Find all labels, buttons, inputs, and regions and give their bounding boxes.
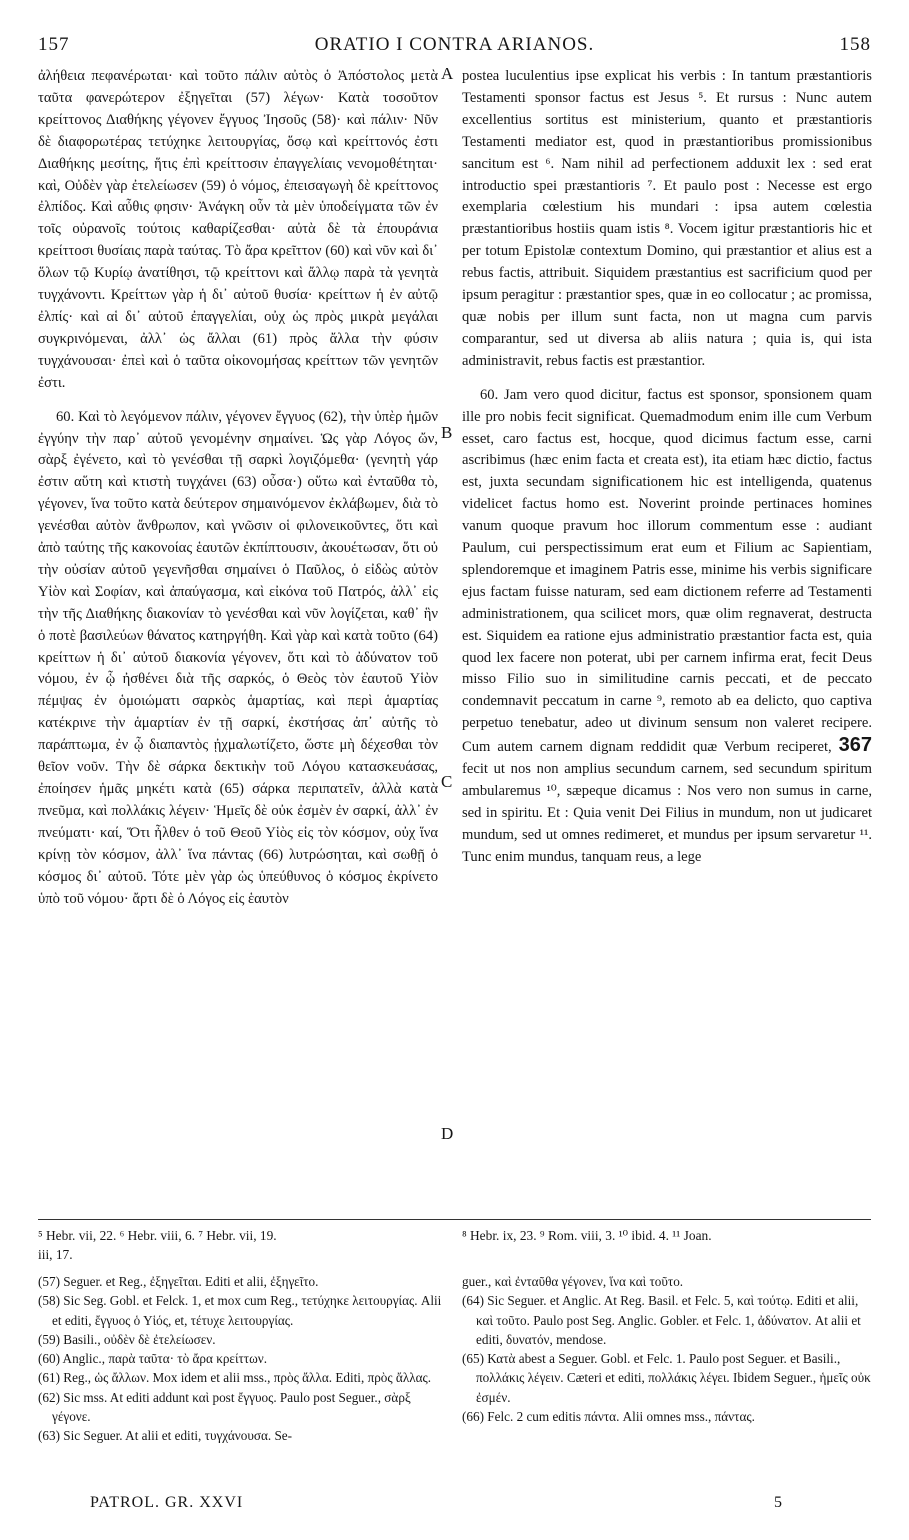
footer-series: PATROL. GR. XXVI (90, 1494, 244, 1511)
critical-note: (63) Sic Seguer. At alii et editi, τυγχάνουσα. Se- (38, 1428, 293, 1444)
footnote-divider (38, 1219, 871, 1220)
critical-note: (58) Sic Seg. Gobl. et Felck. 1, et mox cum Reg., τετύχηκε λειτουργίας. Alii et editi, ἔγγυος ὁ Υἱός, et, τέτυχε λειτουργίας. (38, 1293, 442, 1328)
scripture-references-right: ⁸ Hebr. ix, 23. ⁹ Rom. viii, 3. ¹⁰ ibid. 4. ¹¹ Joan. (462, 1228, 712, 1243)
greek-column (38, 66, 438, 922)
scripture-references-left (38, 1226, 446, 1264)
critical-note: (64) Sic Seguer. et Anglic. At Reg. Basil. et Felc. 5, καὶ τούτῳ. Editi et alii, καὶ τοῦτο. Paulo post Seg. Anglic. Gobler. et Felc. 1, ἀδύνατον. At alii et editi, δυνατόν, mendose. (462, 1293, 861, 1347)
margin-letter-c: C (441, 772, 453, 791)
page-number-left: 157 (38, 34, 70, 55)
greek-paragraph-2: 60. Καὶ τὸ λεγόμενον πάλιν, γέγονεν ἔγγυος (62), τὴν ὑπὲρ ἡμῶν ἐγγύην τὴν παρ᾽ αὐτοῦ γενομένην σημαίνει. Ὡς γὰρ Λόγος ὤν, σὰρξ ἐγένετο, καὶ τὸ γενέσθαι τῇ σαρκὶ λογιζόμεθα· (γενητὴ γάρ ἐστιν αὕτη καὶ κτιστὴ τυγχάνει (63) οὖσα·) οὕτω καὶ ἐνταῦθα τὸ, γέγονεν, ἵνα τοῦτο κατὰ δεύτερον σημαινόμενον ἐκλάβωμεν, διὰ τὸ γενέσθαι αὐτὸν ἄνθρωπον, καὶ γνῶσιν οἱ φιλονεικοῦντες, ὅτι καὶ ἀπὸ ταύτης τῆς κακονοίας ἑαυτῶν ἐκπίπτουσιν, ἀκουέτωσαν, ὅτι οὐ τὴν οὐσίαν αὐτοῦ γεγενῆσθαι σημαίνει ὁ Παῦλος, ὁ εἰδὼς αὐτὸν Υἱὸν καὶ Σοφίαν, καὶ ἀπαύγασμα, καὶ εἰκόνα τοῦ Πατρός, ἀλλ᾽ εἰς τὴν τῆς Διαθήκης διακονίαν τὸ γενέσθαι καὶ νῦν λογίζεται, καθ᾽ ἣν ὁ ποτὲ βασιλεύων θάνατος κατηργήθη. Καὶ γὰρ καὶ κατὰ τοῦτο (64) κρείττων ἡ δι᾽ αὐτοῦ διακονία γέγονεν, ὅτι καὶ τὸ ἀδύνατον τοῦ νόμου, ἐν ᾧ ἠσθένει διὰ τῆς σαρκός, ὁ Θεὸς τὸν ἑαυτοῦ Υἱὸν πέμψας ἐν ὁμοιώματι σαρκὸς ἁμαρτίας, καὶ περὶ ἁμαρτίας κατέκρινε τὴν ἁμαρτίαν ἐν τῇ σαρκί, ἐκστήσας ἀπ᾽ αὐτῆς τὸ παράπτωμα, ἐν ᾧ διαπαντὸς ᾐχμαλωτίζετο, ὥστε μὴ δέχεσθαι τὸν θεῖον νοῦν. Τὴν δὲ σάρκα δεκτικὴν τοῦ Λόγου κατασκευάσας, ἐποίησεν ἡμᾶς μηκέτι κατὰ (65) σάρκα περιπατεῖν, ἀλλὰ κατὰ πνεῦμα, καὶ πολλάκις λέγειν· Ἡμεῖς δὲ οὐκ ἐσμὲν ἐν σαρκί, ἀλλ᾽ ἐν πνεύματι· καί, Ὅτι ἦλθεν ὁ τοῦ Θεοῦ Υἱὸς εἰς τὸν κόσμον, οὐχ ἵνα κρίνῃ τὸν κόσμον, ἀλλ᾽ ἵνα πάντας (66) λυτρώσηται, καὶ σωθῇ ὁ κόσμος δι᾽ αὐτοῦ. Τότε μὲν γὰρ ὡς ὑπεύθυνος ὁ κόσμος ἐκρίνετο ὑπὸ τοῦ νόμου· ἄρτι δὲ ὁ Λόγος εἰς ἑαυτὸν (38, 408, 438, 907)
critical-note: (60) Anglic., παρὰ ταῦτα· τὸ ἄρα κρείττων. (38, 1351, 268, 1367)
scripture-ref-line-continued: iii, 17. (38, 1247, 73, 1262)
latin-paragraph-2 (462, 385, 872, 869)
critical-notes-left (38, 1272, 442, 1446)
critical-notes-right (462, 1272, 872, 1426)
scripture-ref-line: ⁵ Hebr. vii, 22. ⁶ Hebr. viii, 6. ⁷ Hebr. vii, 19. (38, 1228, 277, 1243)
running-head: ORATIO I CONTRA ARIANOS. (314, 34, 595, 55)
critical-note: (61) Reg., ὡς ἄλλων. Mox idem et alii mss., πρὸς ἄλλα. Editi, πρὸς ἄλλας. (38, 1370, 432, 1386)
footer-signature: 5 (774, 1494, 783, 1511)
critical-note: (57) Seguer. et Reg., ἐξηγεῖται. Editi et alii, ἐξηγεῖτο. (38, 1274, 319, 1289)
latin-paragraph-2-continuation: fecit ut nos non amplius secundum carnem, sed secundum spiritum ambularemus ¹⁰, sæpeque dicamus : Nos vero non sumus in carne, sed in spiritu. Et : Quia venit Dei Filius in mundum, non ut judicaret mundum, sed ut omnes redimeret, et mundus per ipsum servaretur ¹¹. Tunc enim mundus, tanquam reus, a lege (462, 761, 872, 865)
margin-letter-d: D (441, 1124, 454, 1143)
page-number-right: 158 (839, 34, 871, 55)
critical-note: (62) Sic mss. At editi addunt καὶ post ἔγγυος. Paulo post Seguer., σὰρξ γέγονε. (38, 1389, 411, 1425)
critical-note: guer., καὶ ἐνταῦθα γέγονεν, ἵνα καὶ τοῦτο. (462, 1274, 684, 1289)
critical-note: (59) Basili., οὐδὲν δὲ ἐτελείωσεν. (38, 1331, 216, 1347)
latin-paragraph-2-text: 60. Jam vero quod dicitur, factus est sponsor, sponsionem quam ille pro nobis fecit significat. Quemadmodum enim ille cum Verbum esset, caro factus est, hocque, quod dicimus factum esse, carni ascribimus (hæc enim facta et creata est), ita etiam hæc dictio, factus est, juxta secundam significationem hic est intelligenda, quatenus videlicet factus homo est. Noverint proinde pertinaces homines vanum quoque pravum hoc illorum commentum esse : audiant Paulum, cui perspectissimum erat eum et Filium ac Sapientiam, splendoremque et imaginem Patris esse, minime his verbis significare ejus factam fuisse naturam, sed eam dictionem referre ad Testamenti administrationem, qua scilicet mors, quæ olim regnaverat, destructa est. Siquidem ea ratione ejus administratio præstantior facta est, quia quod lex facere non poterat, ubi per carnem infirma erat, fecit Deus misso Filio suo in similitudine carnis peccati, et de peccato condemnavit peccatum in carne ⁹, remoto ab ea delicto, quo captiva perpetuo tenebatur, adeo ut divinum sensum non valeret recipere. Cum autem carnem dignam reddidit quæ Verbum reciperet, (462, 386, 872, 756)
margin-letter-b: B (441, 423, 453, 442)
column-number: 367 (838, 734, 873, 757)
latin-column (462, 66, 872, 881)
critical-note: (65) Κατὰ abest a Seguer. Gobl. et Felc. 1. Paulo post Seguer. et Basili., πολλάκις λέγειν. Cæteri et editi, πολλάκις λέγει. Ibidem Seguer., ἡμεῖς οὐκ ἐσμέν. (462, 1351, 871, 1405)
margin-letter-a: A (441, 64, 454, 83)
latin-paragraph-1: postea luculentius ipse explicat his verbis : In tantum præstantioris Testamenti sponsor factus est Jesus ⁵. Et rursus : Nunc autem excellentius sortitus est ministerium, quanto et præstantioris Testamenti mediator est, quod in præstantioribus promissionibus sancitum est ⁶. Nam nihil ad perfectionem adduxit lex : sed erat introductio spei præstantioris ⁷. Et paulo post : Necesse est ergo exemplaria cœlestium his mundari : ipsa autem cœlestia præstantioribus hostiis quam istis ⁸. Vocem igitur præstantioris hic et per totum Epistolæ contextum Domino, qui præstantior et alius est a rebus factis, attribuit. Siquidem præstantius est sacrificium quod per ipsum peragitur : præstantior spes, quæ in eo collocatur ; ac promissa, quæ nobis per illum sunt facta, non ut magna cum parvis comparantur, sed ut diversa ab aliis natura ; quia is, qui ista administravit, rebus factis est præstantior. (462, 68, 872, 369)
critical-note: (66) Felc. 2 cum editis πάντα. Alii omnes mss., πάντας. (462, 1409, 755, 1425)
page-header (38, 34, 871, 60)
greek-paragraph-1: ἀλήθεια πεφανέρωται· καὶ τοῦτο πάλιν αὐτὸς ὁ Ἀπόστολος μετὰ ταῦτα φανερώτερον ἐξηγεῖται (57) λέγων· Κατὰ τοσοῦτον κρείττονος Διαθήκης γέγονεν ἔγγυος Ἰησοῦς (58)· καὶ πάλιν· Νῦν δὲ διαφορωτέρας τετύχηκε λειτουργίας, ὅσῳ καὶ κρείττονός ἐστι Διαθήκης μεσίτης, ἥτις ἐπὶ κρείττοσιν ἐπαγγελίαις νενομοθέτηται· καὶ, Οὐδὲν γὰρ ἐτελείωσεν (59) ὁ νόμος, ἐπεισαγωγὴ δὲ κρείττονος ἐλπίδος. Καὶ αὖθις φησιν· Ἀνάγκη οὖν τὰ μὲν ὑποδείγματα τῶν ἐν τοῖς οὐρανοῖς τούτοις καθαρίζεσθαι· αὐτὰ δὲ τὰ ἐπουράνια κρείττοσι θυσίαις παρὰ ταύτας. Τὸ ἄρα κρεῖττον (60) καὶ νῦν καὶ δι᾽ ὅλων τῷ Κυρίῳ ἀνατίθησι, τῷ κρείττονι καὶ ἄλλῳ παρὰ τὰ γενητὰ τυγχάνοντι. Κρείττων γὰρ ἡ δι᾽ αὐτοῦ θυσία· κρείττων ἡ ἐν αὐτῷ ἐλπίς· καὶ αἱ δι᾽ αὐτοῦ ἐπαγγελίαι, οὐχ ὡς πρὸς μικρὰ μεγάλαι συγκρινόμεναι, ἀλλ᾽ ὡς ἄλλαι (61) πρὸς ἄλλα τὴν φύσιν τυγχάνουσαι· ἐπεὶ καὶ ὁ ταῦτα οἰκονομήσας κρείττων τῶν γενητῶν ἐστι. (38, 68, 438, 391)
